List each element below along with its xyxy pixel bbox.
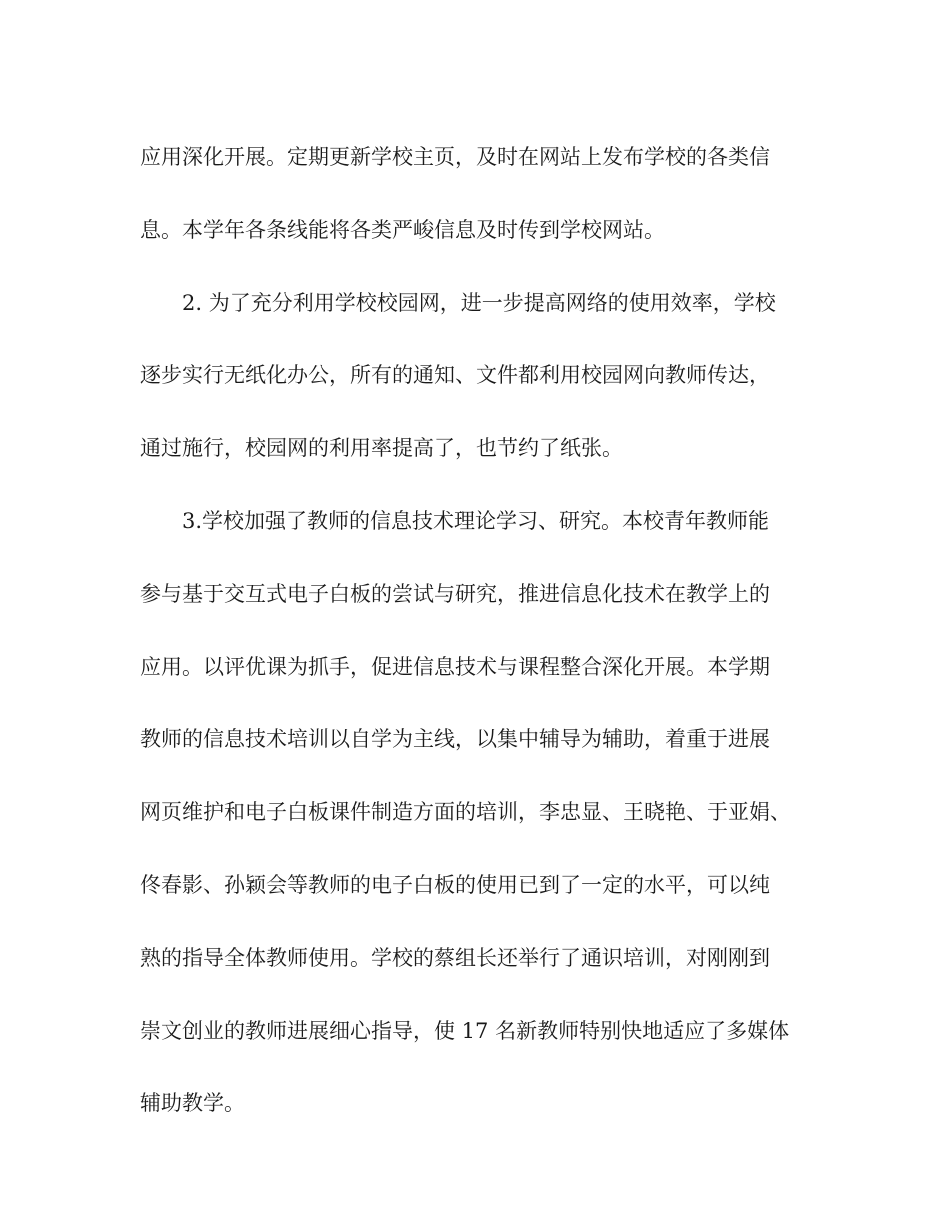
paragraph-3-start: 3.学校加强了教师的信息技术理论学习、研究。本校青年教师能	[182, 508, 770, 533]
text-line: 息。本学年各条线能将各类严峻信息及时传到学校网站。	[140, 217, 665, 242]
text-line: 崇文创业的教师进展细心指导，使 17 名新教师特别快地适应了多媒体	[140, 1018, 790, 1043]
text-line: 应用深化开展。定期更新学校主页，及时在网站上发布学校的各类信	[140, 145, 770, 169]
text-line: 教师的信息技术培训以自学为主线，以集中辅导为辅助，着重于进展	[140, 727, 770, 752]
document-body	[140, 121, 812, 1140]
text-line: 应用。以评优课为抓手，促进信息技术与课程整合深化开展。本学期	[140, 654, 770, 679]
text-line: 佟春影、孙颖会等教师的电子白板的使用已到了一定的水平，可以纯	[140, 872, 770, 897]
text-line: 逐步实行无纸化办公，所有的通知、文件都利用校园网向教师传达，	[140, 363, 770, 388]
text-line: 熟的指导全体教师使用。学校的蔡组长还举行了通识培训，对刚刚到	[140, 945, 770, 970]
text-line: 网页维护和电子白板课件制造方面的培训，李忠显、王晓艳、于亚娟、	[140, 800, 791, 825]
paragraph-2-start: 2. 为了充分利用学校校园网，进一步提高网络的使用效率，学校	[182, 290, 776, 315]
text-line: 辅助教学。	[140, 1091, 245, 1116]
text-line: 参与基于交互式电子白板的尝试与研究，推进信息化技术在教学上的	[140, 581, 770, 606]
text-line: 通过施行，校园网的利用率提高了，也节约了纸张。	[140, 436, 623, 461]
